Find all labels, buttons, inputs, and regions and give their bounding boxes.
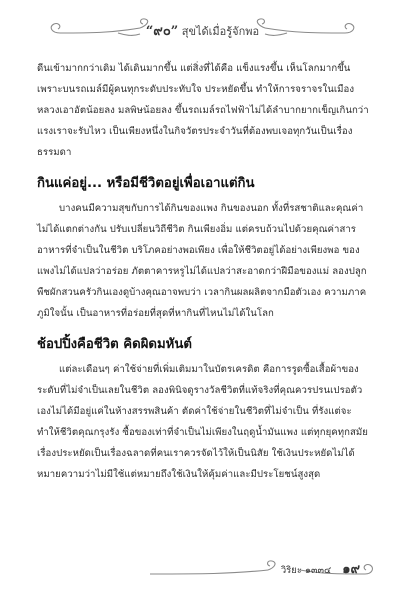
footer-text xyxy=(281,558,360,579)
page-number: ๑๙ xyxy=(342,562,360,577)
running-header xyxy=(0,14,405,42)
header-title-text: สุขได้เมื่อรู้จักพอ xyxy=(181,25,260,38)
footer-source: วิริยะ ๑๓๓๔ xyxy=(280,565,332,576)
section-body-shopping: แต่ละเดือนๆ ค่าใช้จ่ายที่เพิ่มเติมมาในบัตรเครดิต คือการรูดซื้อเสื้อผ้าของระดับที่ไม่จำเป็นเลยในชีวิต ลองพินิจดูรางวัลชีวิตที่แท้จริงที่คุณควรปรนเปรอตัวเองไม่ได้มีอยู่แค่ในห้างสรรพสินค้า ตัดค่าใช้จ่ายในชีวิตที่ไม่จำเป็น ที่รังแต่จะทำให้ชีวิตคุณกรุงรัง ซื้อของเท่าที่จำเป็นไม่เพียงในฤดูน้ำมันแพง แต่ทุกยุคทุกสมัยเรื่องประหยัดเป็นเรื่องฉลาดที่คนเราควรจัดไว้ให้เป็นนิสัย ใช้เงินประหยัดไม่ได้หมายความว่าไม่มีใช้แต่หมายถึงใช้เงินให้คุ้มค่าและมีประโยชน์สูงสุด xyxy=(37,364,368,480)
section-heading-shopping: ช้อปปิ้งคือชีวิต คิดผิดมหันต์ xyxy=(37,337,192,352)
header-title xyxy=(0,20,405,41)
section-heading-eating: กินแค่อยู่... หรือมีชีวิตอยู่เพื่อเอาแต่กิน xyxy=(37,176,255,191)
header-title-number: “๙๐” xyxy=(145,24,179,39)
section-body-eating: บางคนมีความสุขกับการได้กินของแพง กินของนอก ทั้งที่รสชาติและคุณค่าไม่ได้แตกต่างกัน ปรับเปลี่ยนวิถีชีวิต กินเพียงอิ่ม แต่ครบถ้วนไปด้วยคุณค่าสารอาหารที่จำเป็นในชีวิต บริโภคอย่างพอเพียง เพื่อให้ชีวิตอยู่ได้อย่างเพียงพอ ของแพงไม่ได้แปลว่าอร่อย ภัตตาคารหรูไม่ได้แปลว่าสะอาดกว่าฝีมือของแม่ ลองปลูกพืชผักสวนครัวกินเองดูบ้างคุณอาจพบว่า เวลากินผลผลิตจากมือตัวเอง ความภาคภูมิใจนั้น เป็นอาหารที่อร่อยที่สุดที่หากินที่ไหนไม่ได้ในโลก xyxy=(37,203,367,319)
page-footer xyxy=(0,552,405,582)
intro-paragraph: ดีนเข้ามากกว่าเดิม ได้เดินมากขึ้น แต่สิ่งที่ได้คือ แข็งแรงขึ้น เห็นโลกมากขึ้น เพราะบนรถเมล์มีผู้คนทุกระดับประทับใจ ประหยัดขึ้น ทำให้การจราจรในเมืองหลวงเอาอัตน้อยลง มลพิษน้อยลง ขึ้นรถเมล์รถไฟฟ้าไม่ได้ลำบากยากเข็ญเกินกว่าแรงเราจะรับไหว เป็นเพียงหนึ่งในกิจวัตรประจำวันที่ต้องพบเจอทุกวันเป็นเรื่องธรรมดา xyxy=(37,63,369,158)
page-content xyxy=(37,58,370,485)
